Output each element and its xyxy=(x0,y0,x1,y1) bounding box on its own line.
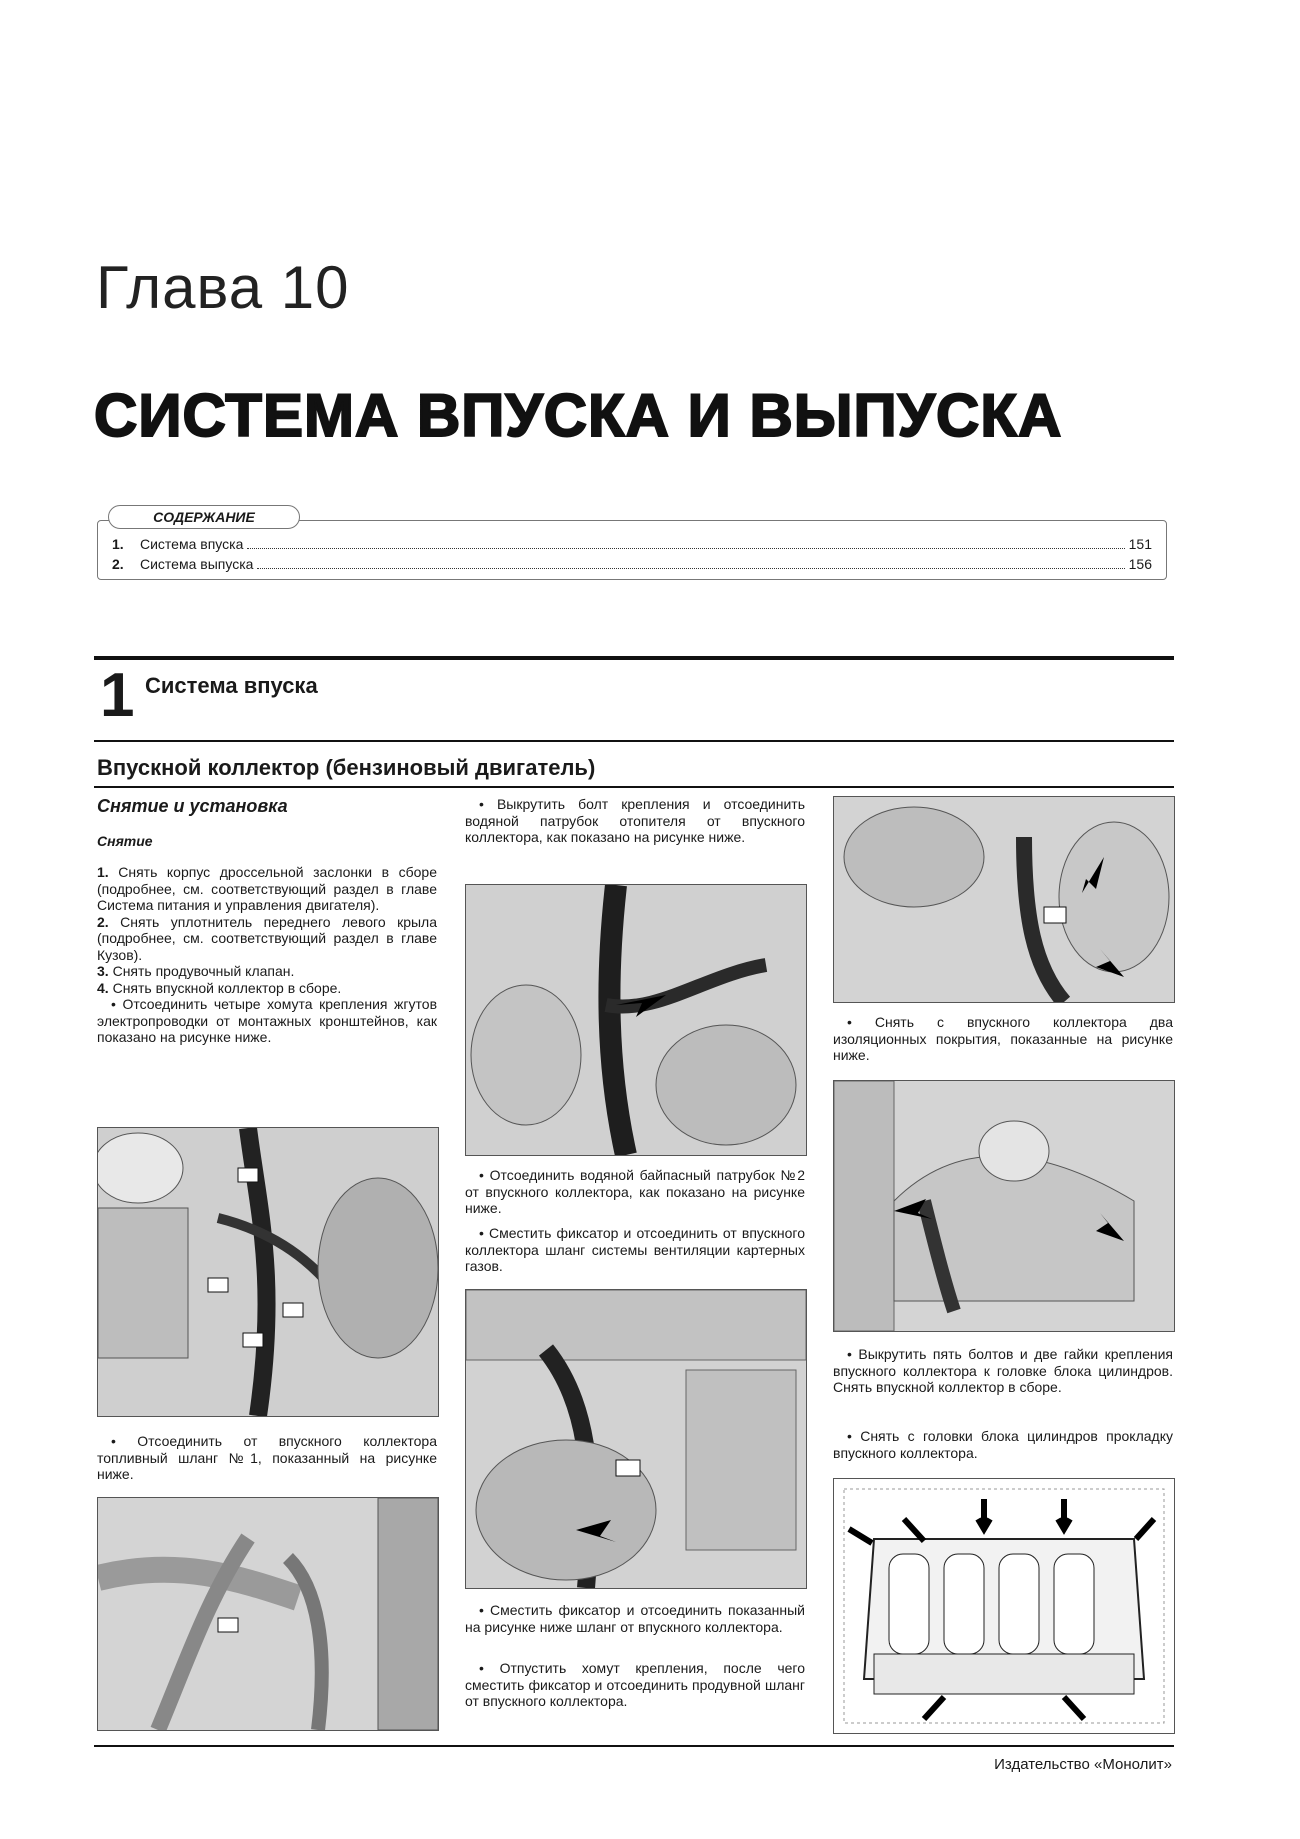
instruction-text: • Отсоединить от впускного коллектора топливный шланг №1, показанный на рисунке ниже. xyxy=(97,1433,437,1482)
toc-leader xyxy=(247,538,1124,549)
engine-photo-4 xyxy=(465,1289,807,1589)
instruction-text: • Отсоединить водяной байпасный патрубок №2 от впускного коллектора, как показано на рисунке ниже. xyxy=(465,1167,805,1216)
engine-photo-6 xyxy=(833,1080,1175,1332)
instruction-text: • Выкрутить болт крепления и отсоединить водяной патрубок отопителя от впускного коллектора, как показано на рисунке ниже. xyxy=(465,796,805,845)
toc-item-page: 151 xyxy=(1128,536,1152,552)
intake-manifold-diagram xyxy=(833,1478,1175,1734)
chapter-label: Глава 10 xyxy=(96,254,350,321)
toc-item[interactable] xyxy=(112,536,1152,554)
procedure-subheading: Снятие xyxy=(97,833,153,849)
toc-leader xyxy=(257,558,1124,569)
subsection-rule-top xyxy=(94,740,1174,742)
subsection-rule-bottom xyxy=(94,786,1174,788)
engine-photo-5 xyxy=(833,796,1175,1003)
toc-item-label: Система выпуска xyxy=(140,556,254,572)
subsection-title: Впускной коллектор (бензиновый двигатель) xyxy=(97,755,596,780)
footer-rule xyxy=(94,1745,1174,1747)
step-item: 2. Снять уплотнитель переднего левого крыла (подробнее, см. соответствующий раздел в главе Кузов). xyxy=(97,913,438,963)
toc-item-page: 156 xyxy=(1128,556,1152,572)
procedure-heading: Снятие и установка xyxy=(97,796,288,816)
instruction-text: • Сместить фиксатор и отсоединить от впускного коллектора шланг системы вентиляции картерных газов. xyxy=(465,1225,805,1274)
toc-item[interactable] xyxy=(112,556,1152,574)
section-number: 1 xyxy=(100,661,135,730)
publisher-footer: Издательство «Монолит» xyxy=(994,1756,1172,1773)
page-title: СИСТЕМА ВПУСКА И ВЫПУСКА xyxy=(94,382,1063,449)
engine-photo-3 xyxy=(465,884,807,1156)
engine-photo-1 xyxy=(97,1127,439,1417)
engine-photo-2 xyxy=(97,1497,439,1731)
toc-heading: СОДЕРЖАНИЕ xyxy=(108,505,300,529)
instruction-text: • Сместить фиксатор и отсоединить показанный на рисунке ниже шланг от впускного коллектора. xyxy=(465,1602,805,1635)
steps-list xyxy=(97,864,437,1046)
toc-item-label: Система впуска xyxy=(140,536,244,552)
section-rule xyxy=(94,656,1174,660)
step-item: 4. Снять впускной коллектор в сборе. xyxy=(97,979,342,996)
toc-item-number: 2. xyxy=(112,556,124,572)
instruction-text: • Отпустить хомут крепления, после чего сместить фиксатор и отсоединить продувной шланг от впускного коллектора. xyxy=(465,1660,805,1709)
instruction-text: • Отсоединить четыре хомута крепления жгутов электропроводки от монтажных кронштейнов, как показано на рисунке ниже. xyxy=(97,996,437,1045)
step-item: 3. Снять продувочный клапан. xyxy=(97,963,295,979)
section-title: Система впуска xyxy=(145,673,318,698)
step-item: 1. Снять корпус дроссельной заслонки в сборе (подробнее, см. соответствующий раздел в главе Система питания и управления двигателя). xyxy=(97,864,438,913)
instruction-text: • Снять с впускного коллектора два изоляционных покрытия, показанные на рисунке ниже. xyxy=(833,1014,1173,1063)
instruction-text: • Снять с головки блока цилиндров прокладку впускного коллектора. xyxy=(833,1428,1173,1461)
toc-item-number: 1. xyxy=(112,536,124,552)
instruction-text: • Выкрутить пять болтов и две гайки крепления впускного коллектора к головке блока цилиндров. Снять впускной коллектор в сборе. xyxy=(833,1346,1173,1395)
